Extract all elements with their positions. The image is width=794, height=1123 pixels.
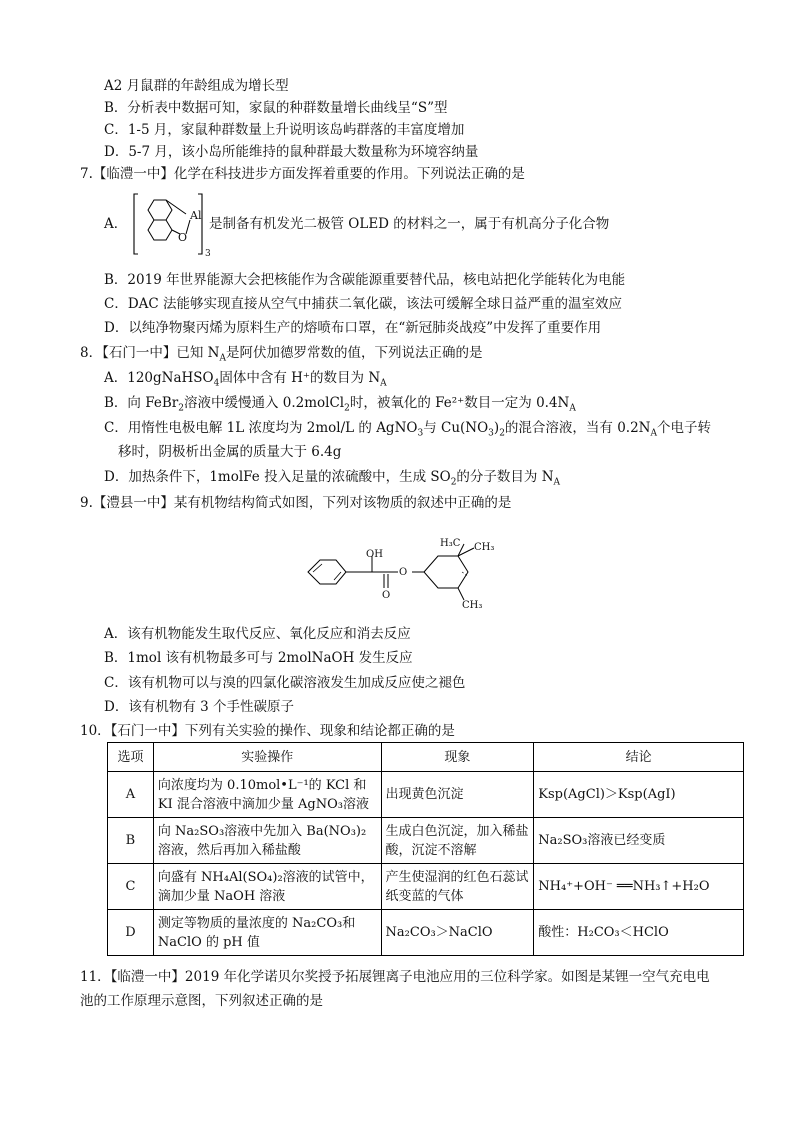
q8-option-d: D．加热条件下，1molFe 投入足量的浓硫酸中，生成 $SO_2$的分子数目为 $N_A$ bbox=[104, 469, 561, 488]
q7-structure-subscript: 3 bbox=[205, 249, 211, 259]
row-conclusion: Na₂SO₃溶液已经变质 bbox=[534, 818, 744, 864]
row-operation: 向盛有 NH₄Al(SO₄)₂溶液的试管中，滴加少量 NaOH 溶液 bbox=[153, 864, 381, 910]
prev-option-b: B．分析表中数据可知，家鼠的种群数量增长曲线呈“S”型 bbox=[104, 100, 448, 116]
row-phenomenon: 出现黄色沉淀 bbox=[381, 772, 534, 818]
q7-option-c: C．DAC 法能够实现直接从空气中捕获二氧化碳，该法可缓解全球日益严重的温室效应 bbox=[104, 296, 623, 312]
q9-structure-h3c: H₃C bbox=[440, 538, 461, 549]
row-phenomenon: 产生使湿润的红色石蕊试纸变蓝的气体 bbox=[381, 864, 534, 910]
table-row bbox=[108, 772, 744, 818]
q7-aluminum-quinolinolate-structure bbox=[130, 192, 210, 262]
row-conclusion: Ksp(AgCl)＞Ksp(AgI) bbox=[534, 772, 744, 818]
q7-structure-al-label: Al bbox=[190, 209, 202, 222]
prev-option-c: C．1-5 月，家鼠种群数量上升说明该岛屿群落的丰富度增加 bbox=[104, 122, 465, 138]
prev-option-a: A2 月鼠群的年龄组成为增长型 bbox=[104, 78, 289, 94]
row-option: C bbox=[108, 864, 154, 910]
q8-stem: 8．【石门一中】已知 $N_A$是阿伏加德罗常数的值，下列说法正确的是 bbox=[80, 345, 483, 364]
row-phenomenon: Na₂CO₃＞NaClO bbox=[381, 910, 534, 956]
row-operation: 向浓度均为 0.10mol•L⁻¹的 KCl 和 KI 混合溶液中滴加少量 AgNO₃溶液 bbox=[153, 772, 381, 818]
row-operation: 向 Na₂SO₃溶液中先加入 Ba(NO₃)₂溶液，然后再加入稀盐酸 bbox=[153, 818, 381, 864]
q7-stem: 7.【临澧一中】化学在科技进步方面发挥着重要的作用。下列说法正确的是 bbox=[80, 166, 525, 182]
q10-stem: 10．【石门一中】下列有关实验的操作、现象和结论都正确的是 bbox=[80, 723, 455, 739]
row-conclusion: 酸性：H₂CO₃＜HClO bbox=[534, 910, 744, 956]
row-option: D bbox=[108, 910, 154, 956]
q9-option-b: B．1mol 该有机物最多可与 2molNaOH 发生反应 bbox=[104, 650, 413, 666]
q11-stem-line1: 11．【临澧一中】2019 年化学诺贝尔奖授予拓展锂离子电池应用的三位科学家。如图是某锂一空气充电电 bbox=[80, 969, 710, 985]
row-operation: 测定等物质的量浓度的 Na₂CO₃和 NaClO 的 pH 值 bbox=[153, 910, 381, 956]
q9-stem: 9.【澧县一中】某有机物结构简式如图，下列对该物质的叙述中正确的是 bbox=[80, 495, 512, 511]
q9-structure-ch3-bottom: CH₃ bbox=[462, 600, 483, 611]
q8-option-c-line1: C．用惰性电极电解 1L 浓度均为 2mol/L 的 AgNO$_3$与 $Cu(NO_3)_2$的混合溶液，当有 $0.2N_A$个电子转 bbox=[104, 420, 711, 439]
table-header-row bbox=[108, 743, 744, 772]
q7-option-d: D．以纯净物聚丙烯为原料生产的熔喷布口罩，在“新冠肺炎战疫”中发挥了重要作用 bbox=[104, 320, 602, 336]
header-phenomenon: 现象 bbox=[381, 743, 534, 772]
q7-option-a-prefix: A． bbox=[104, 216, 128, 232]
q8-option-a: A．120gNaHSO$_4$固体中含有 H⁺的数目为 $N_A$ bbox=[104, 370, 387, 389]
q8-option-c-line2: 移时，阴极析出金属的质量大于 6.4g bbox=[118, 444, 342, 460]
q10-experiment-table bbox=[107, 742, 744, 956]
q9-structure-carbonyl-o: O bbox=[382, 590, 391, 601]
q9-option-a: A．该有机物能发生取代反应、氧化反应和消去反应 bbox=[104, 626, 411, 642]
prev-option-d: D．5-7 月，该小岛所能维持的鼠种群最大数量称为环境容纳量 bbox=[104, 144, 479, 160]
q9-option-c: C．该有机物可以与溴的四氯化碳溶液发生加成反应使之褪色 bbox=[104, 675, 466, 691]
row-phenomenon: 生成白色沉淀，加入稀盐酸，沉淀不溶解 bbox=[381, 818, 534, 864]
row-option: A bbox=[108, 772, 154, 818]
header-option: 选项 bbox=[108, 743, 154, 772]
header-conclusion: 结论 bbox=[534, 743, 744, 772]
table-row bbox=[108, 864, 744, 910]
q7-option-b: B．2019 年世界能源大会把核能作为含碳能源重要替代品，核电站把化学能转化为电能 bbox=[104, 272, 626, 288]
q9-structure-oh: OH bbox=[366, 549, 383, 560]
q7-option-a-text: 是制备有机发光二极管 OLED 的材料之一，属于有机高分子化合物 bbox=[209, 216, 610, 232]
q9-option-d: D．该有机物有 3 个手性碳原子 bbox=[104, 699, 294, 715]
table-row bbox=[108, 910, 744, 956]
table-row bbox=[108, 818, 744, 864]
row-option: B bbox=[108, 818, 154, 864]
header-operation: 实验操作 bbox=[153, 743, 381, 772]
q8-option-b: B．向 FeBr$_2$溶液中缓慢通入 0.2molCl$_2$时，被氧化的 Fe²⁺数目一定为 $0.4N_A$ bbox=[104, 395, 576, 414]
q9-structure-ch3-top: CH₃ bbox=[474, 542, 495, 553]
q7-structure-o-label: O bbox=[178, 231, 188, 244]
row-conclusion: NH₄⁺+OH⁻ ══NH₃↑+H₂O bbox=[534, 864, 744, 910]
q11-stem-line2: 池的工作原理示意图，下列叙述正确的是 bbox=[80, 993, 323, 1009]
q9-structure-ester-o: O bbox=[399, 567, 408, 578]
